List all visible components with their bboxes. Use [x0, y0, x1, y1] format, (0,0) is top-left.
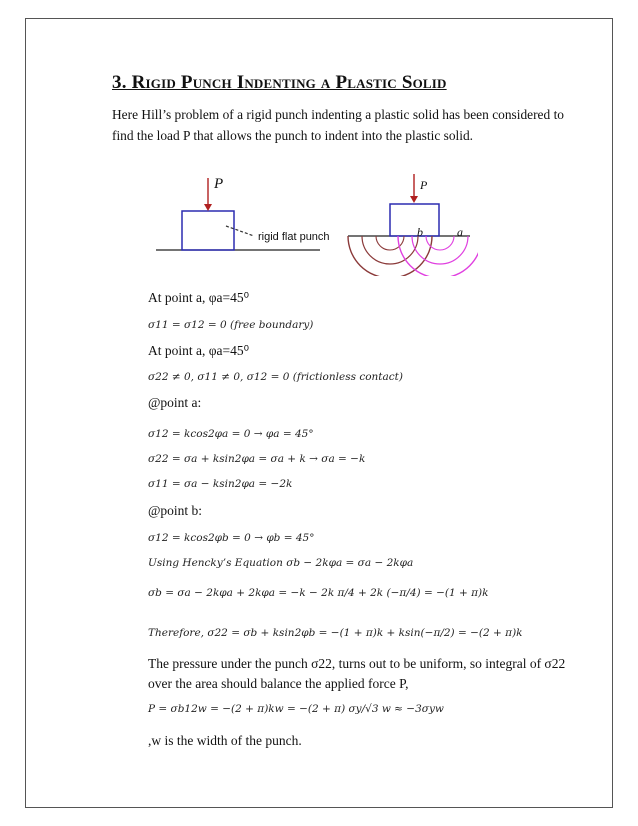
point-a-label: a — [457, 225, 463, 239]
equation-sigma-b: σb = σa − 2kφa + 2kφa = −k − 2k π/4 + 2k (−π/4) = −(1 + π)k — [148, 587, 489, 599]
intro-paragraph: Here Hill’s problem of a rigid punch indenting a plastic solid has been considered to find the load P that allows the punch to indent into the plastic solid. — [112, 107, 564, 143]
equation-hencky: Using Hencky’s Equation σb − 2kφa = σa − 2kφa — [148, 557, 414, 569]
equation-frictionless: σ22 ≠ 0, σ11 ≠ 0, σ12 = 0 (frictionless contact) — [148, 371, 403, 383]
heading-point-b: @point b: — [148, 503, 203, 518]
punch-figures — [148, 168, 478, 276]
statement-point-a-1: At point a, φa=45⁰ — [148, 290, 250, 305]
equation-sigma12-b: σ12 = kcos2φb = 0 → φb = 45° — [148, 532, 315, 544]
left-load-label: P — [214, 176, 224, 192]
equation-sigma12-a: σ12 = kcos2φa = 0 → φa = 45° — [148, 428, 314, 440]
section-title: 3. Rigid Punch Indenting a Plastic Solid — [112, 72, 447, 93]
point-b-label: b — [417, 225, 423, 239]
equation-free-boundary: σ11 = σ12 = 0 (free boundary) — [148, 319, 314, 331]
equation-sigma22-a: σ22 = σa + ksin2φa = σa + k → σa = −k — [148, 453, 366, 465]
punch-annotation: rigid flat punch — [258, 231, 330, 243]
pressure-paragraph: The pressure under the punch σ22, turns out to be uniform, so integral of σ22 over the area should balance the applied force P, — [148, 656, 566, 691]
width-note: ,w is the width of the punch. — [148, 733, 302, 748]
heading-point-a: @point a: — [148, 395, 202, 410]
equation-force: P = σb12w = −(2 + π)kw = −(2 + π) σy/√3 w ≈ −3σyw — [148, 703, 444, 715]
equation-sigma11-a: σ11 = σa − ksin2φa = −2k — [148, 478, 293, 490]
equation-therefore: Therefore, σ22 = σb + ksin2φb = −(1 + π)k + ksin(−π/2) = −(2 + π)k — [148, 627, 523, 639]
right-load-label: P — [420, 178, 428, 192]
statement-point-a-2: At point a, φa=45⁰ — [148, 343, 250, 358]
